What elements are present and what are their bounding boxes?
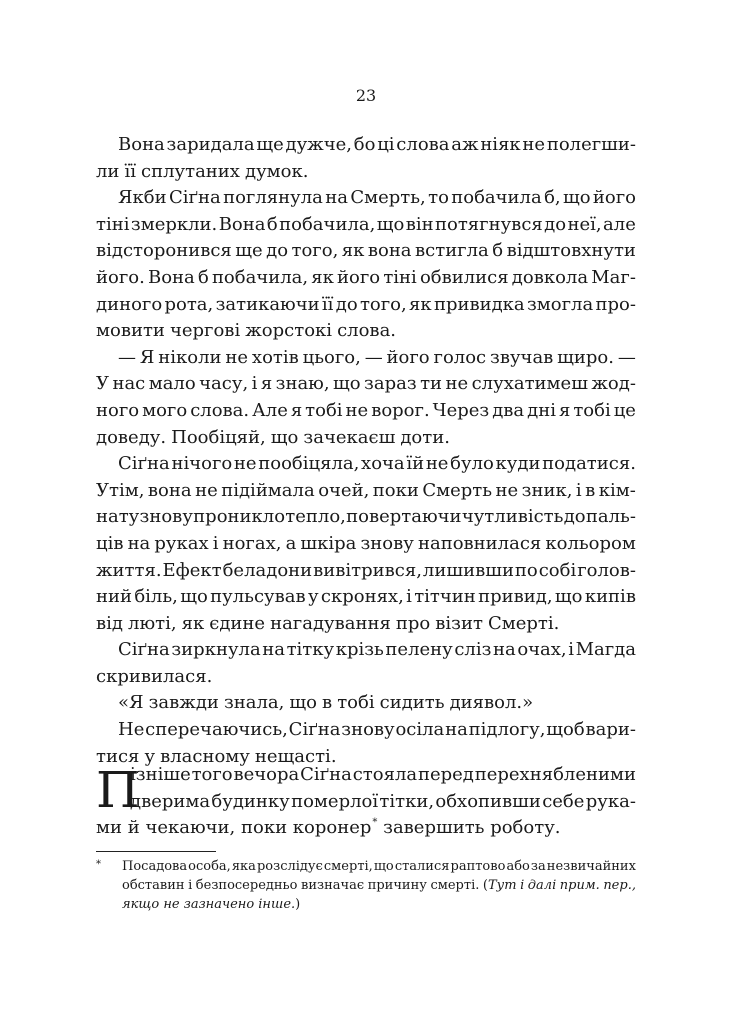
word: жорстокі [245, 320, 333, 342]
text-line [96, 398, 636, 425]
text-line [96, 717, 636, 744]
word: побачила, [279, 213, 376, 235]
word: Маг- [591, 266, 636, 288]
word: — [617, 346, 636, 368]
word: а [285, 532, 297, 554]
word: сталися [394, 859, 450, 874]
text-line [96, 637, 636, 664]
word: визначає [301, 878, 365, 893]
text-line [96, 265, 636, 292]
word: нату [96, 506, 140, 528]
word: часу, [199, 373, 249, 395]
word: сліз [454, 639, 492, 661]
word: тітку [286, 639, 335, 661]
word: Пообіцяй, [171, 426, 266, 448]
word: причину [367, 878, 427, 893]
word: дужче, [285, 134, 353, 155]
word: Сіґна [300, 764, 352, 785]
word: померлої [291, 790, 379, 812]
word: власному [160, 745, 250, 767]
word: Магда [575, 639, 636, 661]
word: затикаючи [215, 293, 320, 315]
word: її [124, 160, 136, 182]
word: лишивши [422, 559, 514, 581]
word: Сіґна [288, 719, 341, 741]
footnote-text: ) [295, 897, 301, 912]
word: ний [96, 586, 132, 608]
word: безпосередньо [195, 878, 298, 893]
word: того, [291, 240, 339, 262]
word: тепло, [285, 506, 346, 528]
text-line [96, 451, 636, 478]
word: тися [96, 745, 140, 767]
word: паль- [585, 506, 636, 528]
word: на [325, 187, 348, 209]
footnote [96, 857, 636, 914]
word: поки [372, 479, 419, 501]
word: тіні [96, 213, 130, 235]
footnote-marker: * [96, 859, 101, 870]
word: в [322, 692, 333, 714]
word: ще [256, 134, 284, 155]
text-line [96, 212, 636, 239]
word: не [195, 479, 218, 501]
text-line [96, 504, 636, 531]
word: — [364, 346, 383, 368]
word: кольором [545, 532, 636, 554]
word: його [386, 346, 430, 368]
word: візит [435, 612, 483, 634]
word: від [96, 612, 123, 634]
word: повертаючи [346, 506, 462, 528]
word: по [514, 559, 538, 581]
word: пульсував [210, 586, 306, 608]
word: як [311, 266, 334, 288]
text-line [96, 584, 636, 611]
footnote-italic: якщо не зазначено інше. [122, 897, 296, 912]
word: заридала [166, 134, 255, 155]
word: підіймала [221, 479, 315, 501]
word: Через [432, 399, 490, 421]
word: слова [396, 134, 450, 155]
word: у [307, 586, 319, 608]
word: слова. [337, 320, 397, 342]
word: нещасті. [254, 745, 337, 767]
word: до [563, 506, 586, 528]
word: неї, [567, 213, 602, 235]
word: Вона [218, 213, 266, 235]
word: Вона [118, 134, 165, 155]
word: скривилася. [96, 665, 213, 687]
word: рота, [164, 293, 214, 315]
word: у [144, 745, 156, 767]
word: того [191, 764, 233, 785]
word: Я [139, 346, 155, 368]
text-line [96, 478, 636, 505]
word: собі [538, 559, 577, 581]
word: нас [112, 373, 146, 395]
word: але [603, 213, 636, 235]
word: Не [118, 719, 145, 741]
word: ців [96, 532, 124, 554]
word: в [585, 479, 596, 501]
word: як [341, 240, 365, 262]
word: дверима [130, 790, 211, 812]
word: Вона [147, 266, 195, 288]
word: пообіцяла, [258, 453, 360, 475]
word: потягнувся [435, 213, 543, 235]
text-line [96, 238, 636, 265]
word: б, [544, 187, 561, 209]
word: перехнябленими [474, 764, 636, 785]
word: як [409, 293, 432, 315]
word: підлогу, [468, 719, 546, 741]
section-line [96, 789, 636, 816]
footnote-reference[interactable]: * [372, 817, 378, 829]
word: У [96, 373, 110, 395]
word: наповнилася [417, 532, 542, 554]
word: осіла [395, 719, 445, 741]
footnote-line [96, 876, 636, 895]
word: ногах, [222, 532, 282, 554]
word: звучав [490, 346, 554, 368]
word: біль, [134, 586, 178, 608]
word: сидить [379, 692, 445, 714]
word: диявол.» [449, 692, 534, 714]
word: пер., [603, 878, 636, 893]
word: беладони [222, 559, 313, 581]
word: до [266, 240, 289, 262]
word: це [613, 399, 636, 421]
word: що [289, 692, 317, 714]
word: Смерті. [487, 612, 560, 634]
section-text: завершить роботу. [377, 817, 561, 839]
word: не [345, 399, 369, 421]
word: сперечаючись, [145, 719, 288, 741]
word: (Тут [482, 878, 517, 893]
text-line [96, 425, 636, 452]
word: їй [406, 453, 425, 475]
word: чергові [169, 320, 241, 342]
word: що [180, 586, 208, 608]
text-line [96, 371, 636, 398]
word: Сіґна [168, 187, 221, 209]
word: Утім, [96, 479, 145, 501]
word: як [181, 612, 205, 634]
word: незвичайних [546, 859, 636, 874]
word: за [530, 859, 546, 874]
word: знаю, [275, 373, 330, 395]
word: мого [142, 399, 188, 421]
word: вивітрився, [313, 559, 422, 581]
section-line [96, 815, 636, 842]
word: руках [154, 532, 209, 554]
text-line [96, 611, 636, 638]
word: щиро. [557, 346, 614, 368]
word: що [373, 859, 394, 874]
word: ворог. [371, 399, 430, 421]
word: нічого [171, 453, 233, 475]
word: тітки, [379, 790, 435, 812]
word: Сіґна [118, 453, 170, 475]
section-line [96, 762, 636, 789]
word: відсторонився [96, 240, 232, 262]
word: привидка [433, 293, 525, 315]
word: крізь [335, 639, 384, 661]
word: Смерть, [350, 187, 426, 209]
footnote-divider [96, 851, 216, 852]
word: дні [527, 399, 556, 421]
word: слова. [190, 399, 250, 421]
word: побачила [451, 187, 542, 209]
word: не [495, 479, 519, 501]
word: ще [235, 240, 263, 262]
word: відштовхнути [506, 240, 636, 262]
word: не [233, 453, 257, 475]
word: б [492, 240, 504, 262]
word: два [492, 399, 525, 421]
word: стояла [352, 764, 418, 785]
word: ти [420, 373, 443, 395]
word: доти. [400, 426, 450, 448]
word: хоча [361, 453, 405, 475]
word: що [554, 586, 583, 608]
word: шкіра [300, 532, 357, 554]
word: зник, [521, 479, 573, 501]
word: мало [148, 373, 196, 395]
word: встигла [415, 240, 489, 262]
word: б [197, 266, 209, 288]
word: ізніше [130, 764, 191, 785]
word: обставин [122, 878, 185, 893]
word: голос [433, 346, 487, 368]
word: на [445, 719, 468, 741]
word: поглянула [223, 187, 323, 209]
word: змогла [526, 293, 594, 315]
section-text: ми й чекаючи, поки коронер [96, 817, 372, 839]
word: ніяк [480, 134, 521, 155]
word: я [260, 373, 273, 395]
word: тітчин [414, 586, 476, 608]
word: далі [527, 878, 557, 893]
word: мовити [96, 320, 165, 342]
word: що [270, 426, 299, 448]
word: Якби [118, 187, 167, 209]
word: знову [139, 506, 193, 528]
new-section [96, 762, 636, 842]
word: не [445, 373, 469, 395]
word: скронях, [320, 586, 404, 608]
word: куди [495, 453, 541, 475]
word: до [335, 293, 358, 315]
word: що [376, 213, 405, 235]
word: люті, [128, 612, 177, 634]
word: завжди [148, 692, 219, 714]
word: «Я [118, 692, 144, 714]
word: і [212, 532, 219, 554]
word: про- [595, 293, 636, 315]
word: тобі [573, 399, 611, 421]
word: його. [96, 266, 145, 288]
drop-cap: П [96, 761, 140, 819]
word: особа, [188, 859, 231, 874]
word: диного [96, 293, 163, 315]
footnote-line [96, 895, 636, 914]
word: вари- [585, 719, 636, 741]
word: смерті, [323, 859, 373, 874]
text-line [96, 531, 636, 558]
word: слухатимеш [471, 373, 588, 395]
word: раптово [450, 859, 506, 874]
text-line [96, 132, 636, 159]
word: зачекаєш [303, 426, 396, 448]
word: тобі [305, 399, 343, 421]
word: то [428, 187, 449, 209]
word: було [450, 453, 494, 475]
word: і [406, 586, 412, 608]
text-line [96, 318, 636, 345]
word: вона [367, 240, 412, 262]
word: на [262, 639, 286, 661]
word: до [544, 213, 567, 235]
word: я [290, 399, 303, 421]
word: Ефект [162, 559, 222, 581]
word: ли [96, 160, 120, 182]
word: побачила, [211, 266, 309, 288]
word: знову [341, 719, 395, 741]
word: зараз [364, 373, 417, 395]
text-line [96, 292, 636, 319]
word: — [118, 346, 136, 368]
word: будинку [211, 790, 290, 812]
word: він [405, 213, 434, 235]
text-line [96, 690, 636, 717]
word: і [520, 878, 525, 893]
text-line [96, 664, 636, 691]
word: не [522, 134, 546, 155]
word: вечора [233, 764, 300, 785]
word: знову [360, 532, 414, 554]
word: обхопивши [435, 790, 541, 812]
word: єдине [209, 612, 266, 634]
word: змеркли. [130, 213, 218, 235]
word: чутливість [461, 506, 564, 528]
text-line [96, 159, 636, 186]
word: хотів [251, 346, 299, 368]
word: доведу. [96, 426, 167, 448]
word: проникло [193, 506, 286, 528]
word: очах, [517, 639, 567, 661]
word: податися. [542, 453, 636, 475]
word: пелену [385, 639, 453, 661]
word: розслідує [256, 859, 323, 874]
text-line [96, 185, 636, 212]
word: його [592, 187, 636, 209]
word: ніколи [158, 346, 222, 368]
word: тобі [337, 692, 375, 714]
word: кім- [598, 479, 636, 501]
word: її [321, 293, 334, 315]
word: вона [147, 479, 192, 501]
word: що [562, 187, 591, 209]
word: думок. [245, 160, 309, 182]
word: голов- [577, 559, 636, 581]
word: аж [451, 134, 479, 155]
word: або [506, 859, 530, 874]
word: життя. [96, 559, 162, 581]
word: нагадування [270, 612, 391, 634]
word: і [251, 373, 258, 395]
word: не [225, 346, 249, 368]
word: тіні [383, 266, 417, 288]
word: його [337, 266, 381, 288]
word: цього, [302, 346, 361, 368]
word: перед [417, 764, 474, 785]
word: б [266, 213, 278, 235]
word: зиркнула [171, 639, 261, 661]
word: привид, [478, 586, 553, 608]
word: не [425, 453, 449, 475]
word: жод- [591, 373, 636, 395]
word: Сіґна [118, 639, 170, 661]
word: яка [231, 859, 256, 874]
word: Посадова [122, 859, 188, 874]
word: ці [377, 134, 395, 155]
word: щоб [546, 719, 585, 741]
text-line [96, 558, 636, 585]
word: рука- [585, 790, 636, 812]
word: і [575, 479, 582, 501]
word: довкола [511, 266, 589, 288]
body-text [96, 132, 636, 770]
word: і [568, 639, 574, 661]
word: полегши- [546, 134, 636, 155]
word: Смерть [422, 479, 493, 501]
word: на [493, 639, 516, 661]
word: смерті. [430, 878, 480, 893]
word: на [127, 532, 151, 554]
word: кипів [584, 586, 636, 608]
word: очей, [318, 479, 370, 501]
word: ного [96, 399, 140, 421]
word: прим. [559, 878, 600, 893]
word: про [395, 612, 431, 634]
word: і [188, 878, 193, 893]
word: знала, [223, 692, 285, 714]
word: себе [542, 790, 585, 812]
text-line [96, 345, 636, 372]
word: сплутаних [141, 160, 240, 182]
word: обвилися [419, 266, 509, 288]
word: що [333, 373, 361, 395]
word: того, [359, 293, 407, 315]
word: Але [252, 399, 288, 421]
word: я [558, 399, 571, 421]
footnote-line [96, 857, 636, 876]
word: бо [353, 134, 376, 155]
page-number: 23 [355, 86, 377, 105]
